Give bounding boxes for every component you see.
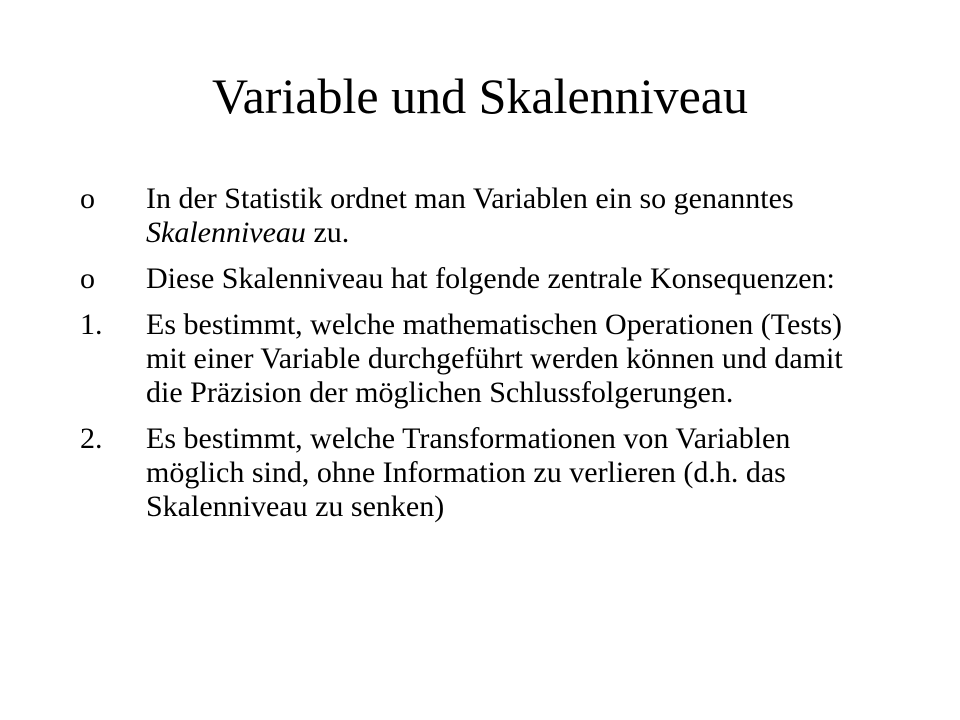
number-marker: 1. xyxy=(80,308,103,341)
numbered-text: Es bestimmt, welche Transformationen von Variablen möglich sind, ohne Information zu verlieren (d.h. das Skalenniveau zu senken) xyxy=(146,422,791,523)
bullet-text xyxy=(146,182,850,250)
bullet-list xyxy=(80,182,850,536)
numbered-item-2 xyxy=(80,422,850,524)
bullet-text-part: zu. xyxy=(305,216,350,249)
numbered-item-1 xyxy=(80,308,850,410)
number-marker: 2. xyxy=(80,422,103,455)
bullet-marker: o xyxy=(80,182,95,215)
bullet-item-2 xyxy=(80,262,850,296)
numbered-text: Es bestimmt, welche mathematischen Operationen (Tests) mit einer Variable durchgeführt werden können und damit die Präzision der möglichen Schlussfolgerungen. xyxy=(146,308,843,409)
emphasized-term: Skalenniveau xyxy=(146,216,306,249)
slide-title: Variable und Skalenniveau xyxy=(212,68,748,124)
bullet-text-part: In der Statistik ordnet man Variablen ein so genanntes xyxy=(146,182,794,215)
bullet-text: Diese Skalenniveau hat folgende zentrale Konsequenzen: xyxy=(146,262,835,295)
bullet-marker: o xyxy=(80,262,95,295)
bullet-item-1 xyxy=(80,182,850,250)
